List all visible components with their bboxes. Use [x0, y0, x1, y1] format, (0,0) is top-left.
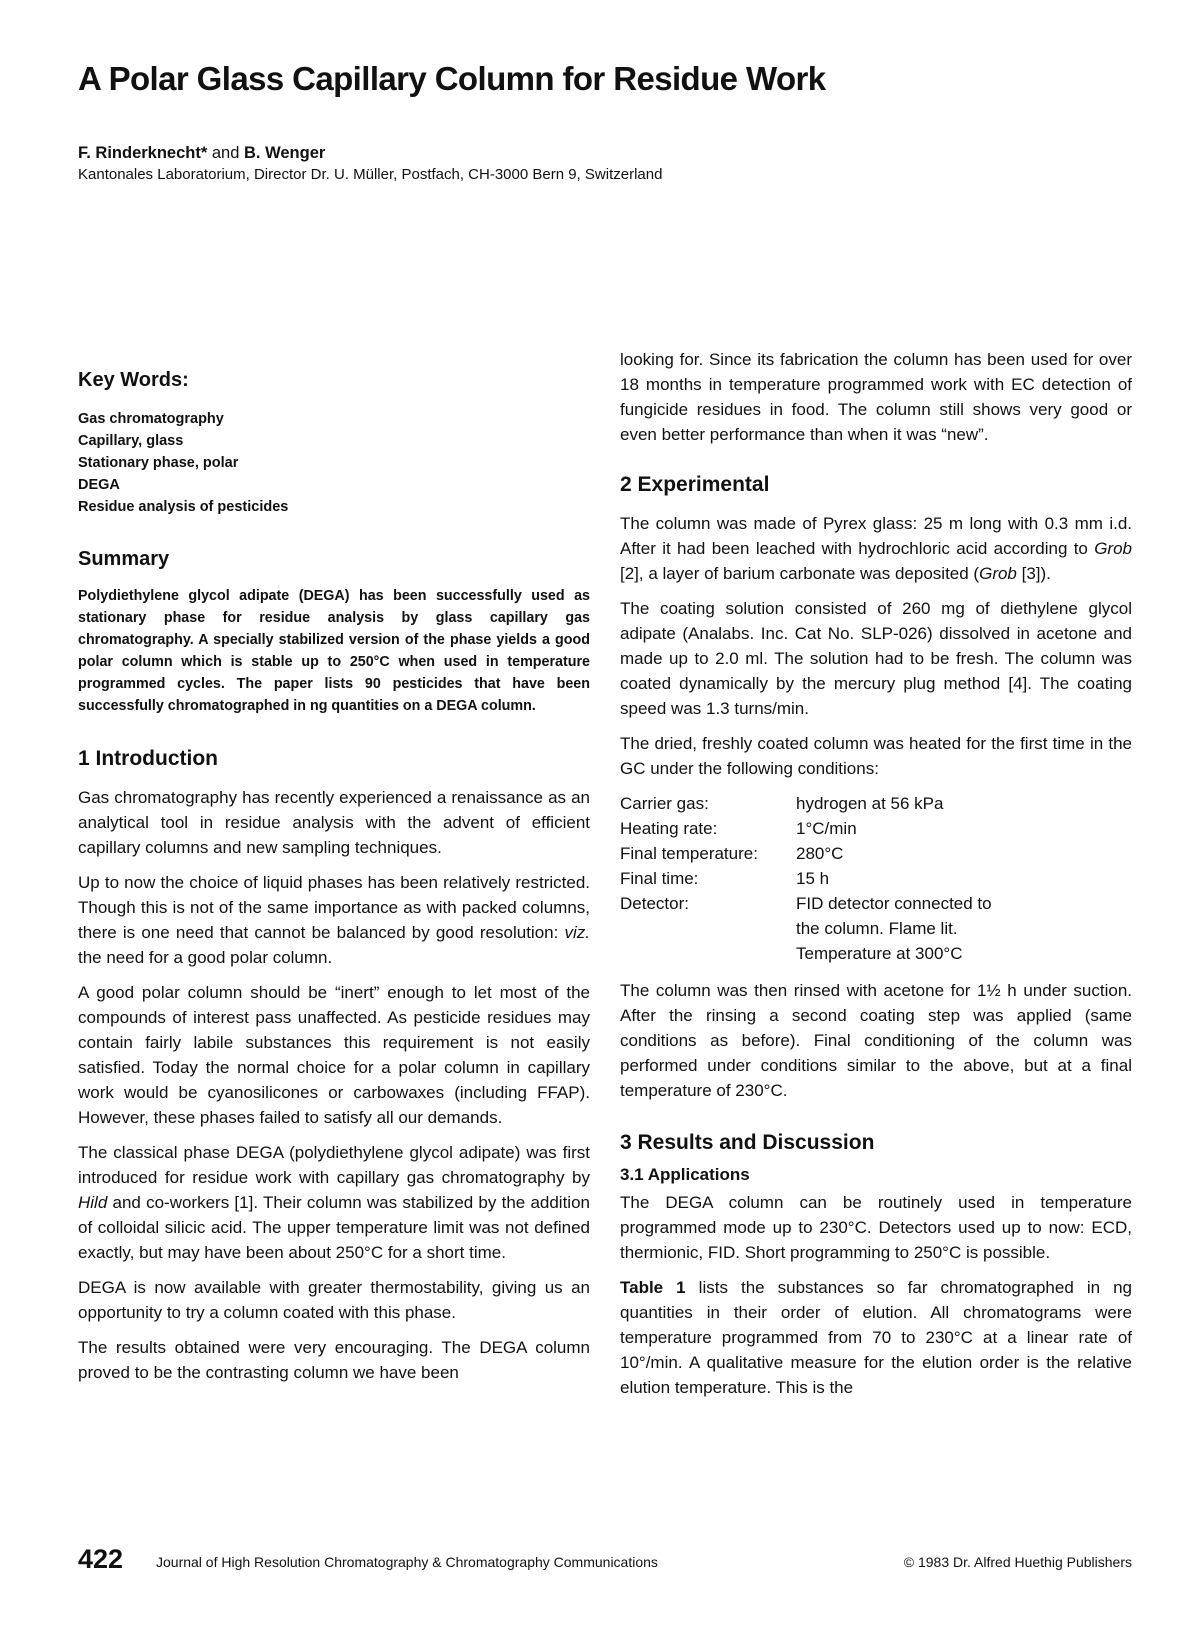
applications-subheading: 3.1 Applications — [620, 1165, 750, 1184]
keywords-list — [78, 408, 590, 518]
results-paragraph-1: The DEGA column can be routinely used in temperature programmed mode up to 230°C. Detectors used up to now: ECD, thermionic, FID. Short programming to 250°C is possible. — [620, 1193, 1132, 1262]
authors — [78, 144, 325, 163]
keyword-item: DEGA — [78, 477, 120, 493]
right-column — [620, 350, 1132, 1410]
intro-paragraph-4: The classical phase DEGA (polydiethylene glycol adipate) was first introduced for residue work with capillary gas chromatography by Hild and co-workers [1]. Their column was stabilized by the addition of colloidal silicic acid. The upper temperature limit was not defined exactly, but may have been about 250°C for a short time. — [78, 1143, 590, 1262]
keywords-heading: Key Words: — [78, 369, 189, 391]
intro-paragraph-1: Gas chromatography has recently experienced a renaissance as an analytical tool in residue analysis with the advent of efficient capillary columns and new sampling techniques. — [78, 788, 590, 857]
authors-and: and — [211, 144, 240, 162]
exp-paragraph-3: The dried, freshly coated column was heated for the first time in the GC under the following conditions: — [620, 734, 1132, 778]
intro-paragraph-2: Up to now the choice of liquid phases has been relatively restricted. Though this is not of the same importance as with packed columns, there is one need that cannot be balanced by good resolution: viz. the need for a good polar column. — [78, 873, 590, 967]
affiliation: Kantonales Laboratorium, Director Dr. U. Müller, Postfach, CH-3000 Bern 9, Switzerland — [78, 166, 663, 183]
intro-paragraph-3: A good polar column should be “inert” enough to let most of the compounds of interest pass unaffected. As pesticide residues may contain fairly labile substances this requirement is not easily satisfied. Today the normal choice for a polar column in capillary work would be cyanosilicones or carbowaxes (including FFAP). However, these phases failed to satisfy all our demands. — [78, 983, 590, 1127]
author-2: B. Wenger — [244, 144, 326, 162]
page-number: 422 — [78, 1544, 124, 1574]
condition-label: Final temperature: — [620, 844, 758, 863]
results-heading: 3 Results and Discussion — [620, 1131, 875, 1154]
keyword-item: Residue analysis of pesticides — [78, 499, 289, 515]
condition-row — [620, 816, 1132, 841]
table-1-reference: Table 1 — [620, 1278, 686, 1297]
paper-title: A Polar Glass Capillary Column for Residue Work — [78, 60, 826, 97]
keyword-item: Gas chromatography — [78, 411, 224, 427]
introduction-heading: 1 Introduction — [78, 747, 218, 770]
summary-heading: Summary — [78, 548, 170, 570]
condition-value: FID detector connected to the column. Flame lit. Temperature at 300°C — [796, 894, 992, 963]
page-footer — [78, 1544, 1132, 1584]
condition-row — [620, 891, 1132, 966]
results-paragraph-2: Table 1 lists the substances so far chromatographed in ng quantities in their order of elution. All chromatograms were temperature programmed from 70 to 230°C at a linear rate of 10°/min. A qualitative measure for the elution order is the relative elution temperature. This is the — [620, 1278, 1132, 1397]
intro-paragraph-6: The results obtained were very encouraging. The DEGA column proved to be the contrasting column we have been — [78, 1338, 590, 1382]
left-column — [78, 365, 590, 1395]
copyright-notice: © 1983 Dr. Alfred Huethig Publishers — [903, 1554, 1132, 1570]
summary-text: Polydiethylene glycol adipate (DEGA) has been successfully used as stationary phase for residue analysis by glass capillary gas chromatography. A specially stabilized version of the phase yields a good polar column which is stable up to 250°C when used in temperature programmed cycles. The paper lists 90 pesticides that have been successfully chromatographed in ng quantities on a DEGA column. — [78, 588, 590, 714]
condition-label: Carrier gas: — [620, 794, 709, 813]
keyword-item: Stationary phase, polar — [78, 455, 239, 471]
condition-label: Detector: — [620, 894, 689, 913]
condition-label: Final time: — [620, 869, 699, 888]
condition-value: 1°C/min — [796, 819, 857, 838]
condition-value: 280°C — [796, 844, 844, 863]
exp-paragraph-2: The coating solution consisted of 260 mg of diethylene glycol adipate (Analabs. Inc. Cat No. SLP-026) dissolved in acetone and made up to 2.0 ml. The solution had to be fresh. The column was coated dynamically by the mercury plug method [4]. The coating speed was 1.3 turns/min. — [620, 599, 1132, 718]
author-1: F. Rinderknecht* — [78, 144, 208, 162]
condition-value: 15 h — [796, 869, 830, 888]
condition-value: hydrogen at 56 kPa — [796, 794, 944, 813]
intro-paragraph-5: DEGA is now available with greater thermostability, giving us an opportunity to try a column coated with this phase. — [78, 1278, 590, 1322]
exp-paragraph-4: The column was then rinsed with acetone for 1½ h under suction. After the rinsing a second coating step was applied (same conditions as before). Final conditioning of the column was performed under conditions similar to the above, but at a final temperature of 230°C. — [620, 981, 1132, 1100]
intro-paragraph-6-continued: looking for. Since its fabrication the column has been used for over 18 months in temperature programmed work with EC detection of fungicide residues in food. The column still shows very good or even better performance than when it was “new”. — [620, 350, 1132, 444]
journal-name: Journal of High Resolution Chromatography & Chromatography Communications — [156, 1554, 658, 1570]
condition-row — [620, 791, 1132, 816]
exp-paragraph-1: The column was made of Pyrex glass: 25 m long with 0.3 mm i.d. After it had been leached with hydrochloric acid according to Grob [2], a layer of barium carbonate was deposited (Grob [3]). — [620, 514, 1132, 583]
keyword-item: Capillary, glass — [78, 433, 184, 449]
conditions-list — [620, 791, 1132, 966]
condition-label: Heating rate: — [620, 819, 718, 838]
condition-row — [620, 866, 1132, 891]
condition-row — [620, 841, 1132, 866]
experimental-heading: 2 Experimental — [620, 473, 770, 496]
